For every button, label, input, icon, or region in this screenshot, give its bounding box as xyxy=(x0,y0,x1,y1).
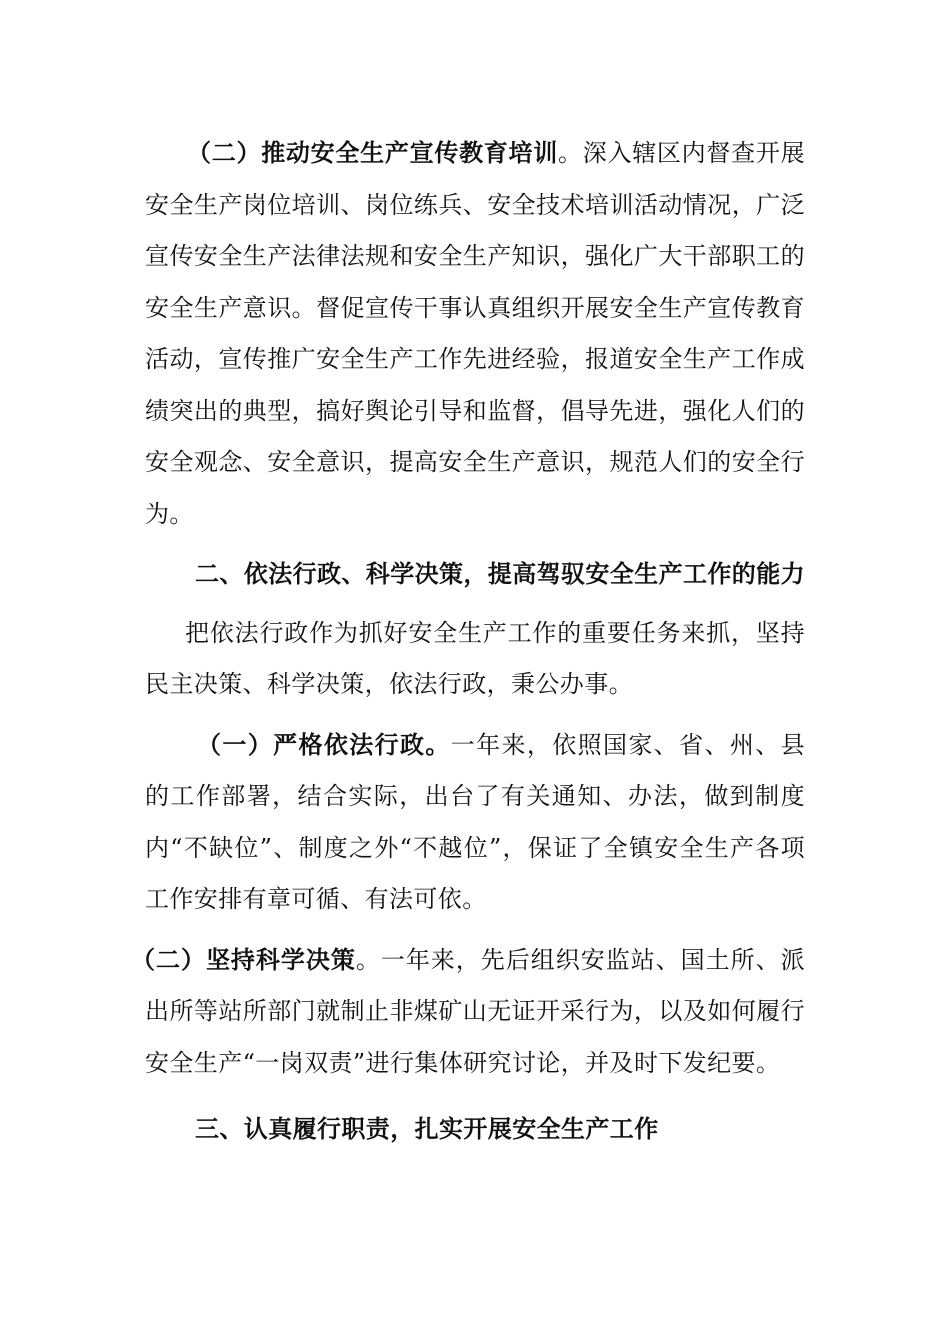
paragraph-body: 。一年来，先后组织安监站、国土所、派出所等站所部门就制止非煤矿山无证开采行为，以及如何履行安全生产“一岗双责”进行集体研究讨论，并及时下发纪要。 xyxy=(145,945,805,1077)
paragraph-propaganda-training xyxy=(145,127,805,540)
paragraph-lawful-administration xyxy=(145,719,805,926)
document-page xyxy=(131,127,805,1155)
section-heading-3: 三、认真履行职责，扎实开展安全生产工作 xyxy=(195,1114,659,1143)
paragraph-body: 。深入辖区内督查开展安全生产岗位培训、岗位练兵、安全技术培训活动情况，广泛宣传安全生产法律法规和安全生产知识，强化广大干部职工的安全生产意识。督促宣传干事认真组织开展安全生产宣传教育活动，宣传推广安全生产工作先进经验，报道安全生产工作成绩突出的典型，搞好舆论引导和监督，倡导先进，强化人们的安全观念、安全意识，提高安全生产意识，规范人们的安全行为。 xyxy=(145,139,805,528)
section-heading-2: 二、依法行政、科学决策，提高驾驭安全生产工作的能力 xyxy=(195,559,805,588)
paragraph-scientific-decision xyxy=(131,934,805,1090)
paragraph-body: 一年来，依照国家、省、州、县的工作部署，结合实际，出台了有关通知、办法，做到制度内“不缺位”、制度之外“不越位”，保证了全镇安全生产各项工作安排有章可循、有法可依。 xyxy=(145,730,805,913)
section-intro: 把依法行政作为抓好安全生产工作的重要任务来抓，坚持民主决策、科学决策，依法行政，秉公办事。 xyxy=(145,618,805,698)
paragraph-heading: （二）推动安全生产宣传教育培训 xyxy=(187,138,558,167)
paragraph-heading: （二）坚持科学决策 xyxy=(131,944,356,974)
paragraph-heading: （一）严格依法行政。 xyxy=(197,729,451,759)
